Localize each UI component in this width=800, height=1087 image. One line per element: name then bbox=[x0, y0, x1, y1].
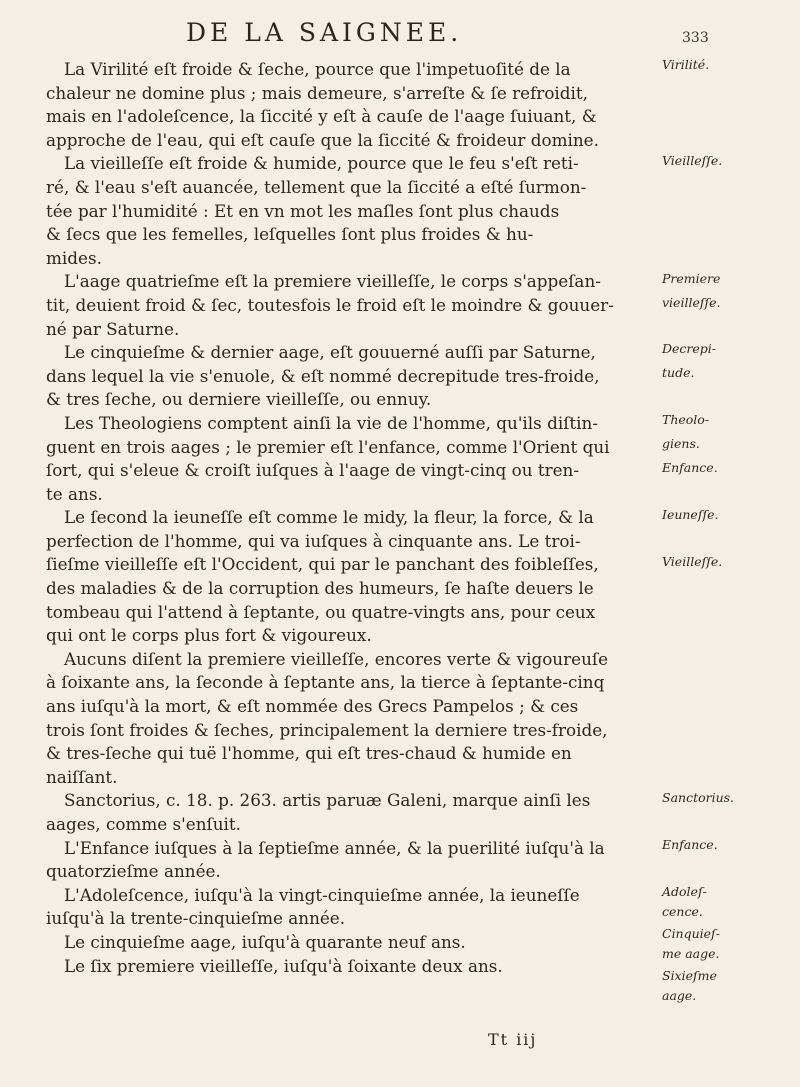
text-line: Les Theologiens comptent ainſi la vie de l'homme, qu'ils diſtin- bbox=[64, 412, 599, 433]
text-line: Le ſecond la ieuneſſe eſt comme le midy, la fleur, la force, & la bbox=[64, 507, 594, 528]
margin-note: Virilité. bbox=[662, 57, 710, 72]
text-line: iuſqu'à la trente-cinquieſme année. bbox=[46, 908, 346, 929]
text-line: guent en trois aages ; le premier eſt l'enfance, comme l'Orient qui bbox=[46, 436, 610, 457]
margin-note: Vieilleſſe. bbox=[662, 554, 723, 569]
margin-note: Vieilleſſe. bbox=[662, 153, 723, 168]
signature-mark: Tt iij bbox=[488, 1030, 538, 1049]
text-line: qui ont le corps plus fort & vigoureux. bbox=[46, 625, 372, 646]
text-line: L'Enfance iuſques à la ſeptieſme année, & la puerilité iuſqu'à la bbox=[64, 837, 605, 858]
text-line: La Virilité eſt froide & ſeche, pource que l'impetuoſité de la bbox=[64, 59, 571, 79]
margin-note: Theolo- bbox=[662, 412, 710, 427]
margin-note: Cinquieſ- bbox=[662, 926, 720, 941]
text-line: L'Adoleſcence, iuſqu'à la vingt-cinquieſme année, la ieuneſſe bbox=[64, 884, 580, 905]
text-line: quatorzieſme année. bbox=[46, 861, 221, 882]
text-line: tombeau qui l'attend à ſeptante, ou quatre-vingts ans, pour ceux bbox=[46, 601, 596, 622]
margin-note: aage. bbox=[662, 988, 697, 1003]
margin-note: Enfance. bbox=[662, 460, 718, 475]
text-line: approche de l'eau, qui eſt cauſe que la ſiccité & froideur domine. bbox=[46, 129, 599, 150]
margin-note: Adoleſ- bbox=[662, 884, 707, 899]
text-line: mides. bbox=[46, 247, 102, 268]
text-line: ans iuſqu'à la mort, & eſt nommée des Grecs Pampelos ; & ces bbox=[46, 696, 579, 717]
margin-note: giens. bbox=[662, 436, 700, 451]
margin-note: Ieuneſſe. bbox=[662, 507, 719, 522]
text-line: dans lequel la vie s'enuole, & eſt nommé decrepitude tres-froide, bbox=[46, 365, 600, 386]
text-line: naiſſant. bbox=[46, 766, 118, 787]
text-line: Le cinquieſme aage, iuſqu'à quarante neuf ans. bbox=[64, 931, 466, 952]
text-line: Le ſix premiere vieilleſſe, iuſqu'à ſoixante deux ans. bbox=[64, 955, 503, 976]
text-line: Sanctorius, c. 18. p. 263. artis paruæ Galeni, marque ainſi les bbox=[64, 790, 591, 811]
text-line: L'aage quatrieſme eſt la premiere vieilleſſe, le corps s'appeſan- bbox=[64, 271, 601, 292]
text-line: Aucuns diſent la premiere vieilleſſe, encores verte & vigoureuſe bbox=[64, 648, 609, 669]
text-line: à ſoixante ans, la ſeconde à ſeptante ans, la tierce à ſeptante-cinq bbox=[46, 672, 605, 693]
text-line: ré, & l'eau s'eſt auancée, tellement que la ſiccité a eſté ſurmon- bbox=[46, 176, 587, 197]
text-line: & tres ſeche, ou derniere vieilleſſe, ou ennuy. bbox=[46, 389, 432, 410]
text-line: perfection de l'homme, qui va iuſques à cinquante ans. Le troi- bbox=[46, 530, 581, 551]
body-text bbox=[46, 58, 646, 978]
running-title: DE LA SAIGNEE. bbox=[186, 18, 463, 47]
text-line: & ſecs que les femelles, leſquelles ſont plus froides & hu- bbox=[46, 224, 534, 245]
margin-note: Decrepi- bbox=[662, 341, 717, 356]
text-line: La vieilleſſe eſt froide & humide, pource que le feu s'eſt reti- bbox=[64, 153, 579, 174]
margin-note: Premiere bbox=[662, 271, 721, 286]
text-line: ſort, qui s'eleue & croiſt iuſques à l'aage de vingt-cinq ou tren- bbox=[46, 460, 580, 481]
text-line: mais en l'adoleſcence, la ſiccité y eſt à cauſe de l'aage ſuiuant, & bbox=[46, 106, 597, 127]
margin-note: tude. bbox=[662, 365, 695, 380]
margin-note: cence. bbox=[662, 904, 703, 919]
margin-note: Sanctorius. bbox=[662, 790, 735, 805]
text-line: & tres-ſeche qui tuë l'homme, qui eſt tres-chaud & humide en bbox=[46, 743, 572, 764]
text-line: chaleur ne domine plus ; mais demeure, s'arreſte & ſe refroidit, bbox=[46, 82, 588, 103]
text-line: trois ſont froides & ſeches, principalement la derniere tres-froide, bbox=[46, 719, 608, 740]
margin-note: vieilleſſe. bbox=[662, 295, 721, 310]
margin-note: Enfance. bbox=[662, 837, 718, 852]
margin-note: me aage. bbox=[662, 946, 720, 961]
text-line: te ans. bbox=[46, 483, 103, 504]
page-number: 333 bbox=[682, 30, 709, 46]
text-line: tée par l'humidité : Et en vn mot les maſles ſont plus chauds bbox=[46, 200, 560, 221]
text-line: ſieſme vieilleſſe eſt l'Occident, qui par le panchant des foibleſſes, bbox=[46, 554, 599, 575]
text-line: des maladies & de la corruption des humeurs, ſe haſte deuers le bbox=[46, 578, 594, 599]
text-line: tit, deuient froid & ſec, toutesfois le froid eſt le moindre & gouuer- bbox=[46, 294, 614, 315]
text-line: Le cinquieſme & dernier aage, eſt gouuerné auſſi par Saturne, bbox=[64, 342, 596, 363]
text-line: né par Saturne. bbox=[46, 318, 180, 339]
text-line: aages, comme s'enſuit. bbox=[46, 814, 241, 834]
margin-note: Sixieſme bbox=[662, 968, 717, 983]
